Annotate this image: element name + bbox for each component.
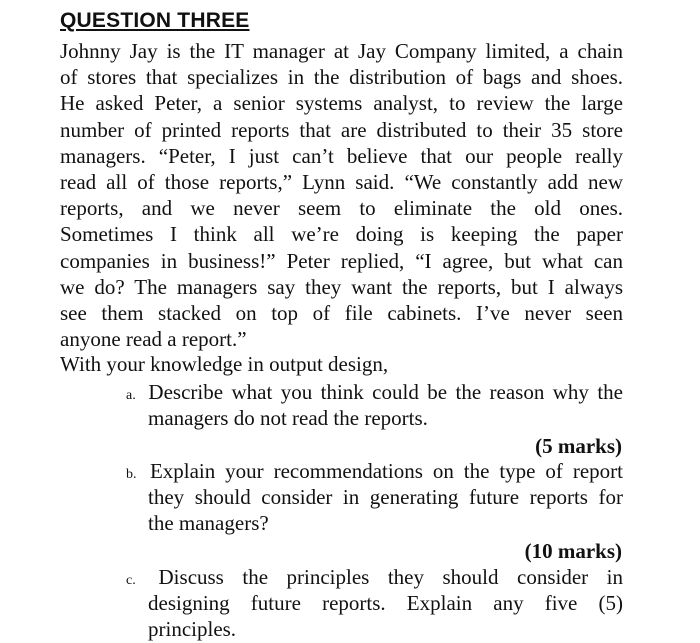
question-text: Explain your recommendations on the type of report bbox=[149, 459, 624, 483]
scenario-line: we do? The managers say they want the reports, but I always bbox=[60, 274, 623, 299]
item-letter: c. bbox=[126, 573, 136, 588]
question-item-b bbox=[126, 458, 623, 537]
question-text: Discuss the principles they should consider in bbox=[158, 565, 623, 589]
scenario-paragraph bbox=[60, 38, 623, 352]
question-line: designing future reports. Explain any five (5) bbox=[148, 591, 623, 616]
scenario-line: Johnny Jay is the IT manager at Jay Company limited, a chain bbox=[60, 39, 623, 63]
question-line: they should consider in generating future reports for bbox=[148, 485, 623, 510]
marks-label: (5 marks) bbox=[535, 434, 622, 458]
question-item-a bbox=[126, 379, 623, 431]
task-intro: With your knowledge in output design, bbox=[60, 352, 389, 376]
scenario-line: Sometimes I think all we’re doing is keeping the paper bbox=[60, 222, 623, 247]
scenario-line: reports, and we never seem to eliminate the old ones. bbox=[60, 196, 623, 221]
question-heading: QUESTION THREE bbox=[60, 9, 250, 32]
scenario-line: companies in business!” Peter replied, “I agree, but what can bbox=[60, 248, 623, 273]
question-line: the managers? bbox=[148, 511, 269, 536]
question-line bbox=[126, 564, 623, 590]
question-item-c bbox=[126, 564, 623, 643]
question-line: principles. bbox=[148, 617, 237, 642]
item-letter: a. bbox=[126, 388, 136, 403]
scenario-line: see them stacked on top of file cabinets. I’ve never seen bbox=[60, 300, 623, 325]
scenario-line: number of printed reports that are distributed to their 35 store bbox=[60, 117, 623, 142]
scenario-line: managers. “Peter, I just can’t believe that our people really bbox=[60, 143, 623, 168]
scenario-line: read all of those reports,” Lynn said. “We constantly add new bbox=[60, 169, 623, 194]
question-line bbox=[126, 379, 623, 405]
question-line: managers do not read the reports. bbox=[148, 406, 428, 431]
scenario-line: of stores that specializes in the distribution of bags and shoes. bbox=[60, 65, 623, 90]
scenario-line: anyone read a report.” bbox=[60, 327, 247, 352]
scenario-line: He asked Peter, a senior systems analyst, to review the large bbox=[60, 91, 623, 116]
question-text: Describe what you think could be the reason why the bbox=[148, 380, 623, 404]
marks-label: (10 marks) bbox=[524, 539, 622, 563]
item-letter: b. bbox=[126, 467, 137, 482]
question-line bbox=[126, 458, 623, 484]
